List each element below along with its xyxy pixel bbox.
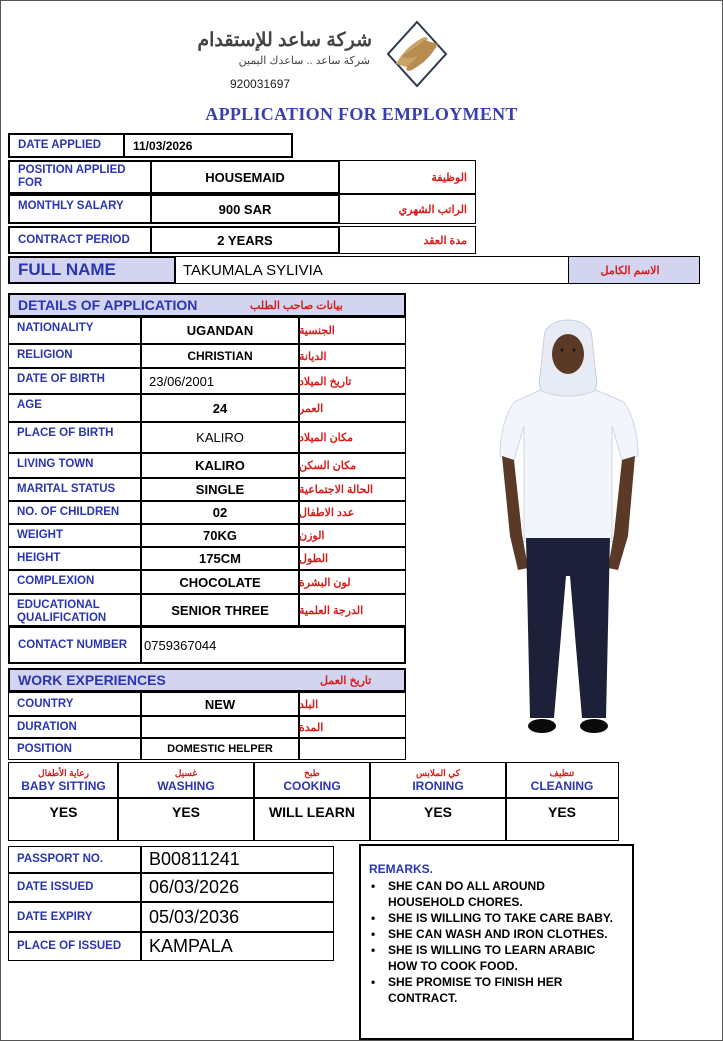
remark-item: • SHE IS WILLING TO LEARN ARABIC HOW TO COOK FOOD.	[369, 942, 624, 974]
work-country-value: NEW	[140, 692, 300, 716]
religion-arabic: الديانة	[298, 344, 406, 368]
date-of-birth-value: 23/06/2001	[140, 368, 300, 394]
skill-label-baby-sitting: BABY SITTING	[21, 779, 106, 793]
details-section-title: DETAILS OF APPLICATION	[18, 297, 198, 313]
complexion-value: CHOCOLATE	[140, 570, 300, 594]
skill-header-baby-sitting	[8, 762, 119, 799]
contract-period-arabic: مدة العقد	[338, 226, 476, 254]
educational-qualification-arabic: الدرجة العلمية	[298, 594, 406, 626]
date-applied-label: DATE APPLIED	[8, 133, 125, 158]
date-applied-value: 11/03/2026	[123, 133, 293, 158]
skill-label-washing: WASHING	[157, 779, 215, 793]
position-applied-arabic: الوظيفة	[338, 160, 476, 194]
full-name-value: TAKUMALA SYLIVIA	[174, 256, 570, 284]
monthly-salary-arabic: الراتب الشهري	[338, 194, 476, 224]
work-duration-label: DURATION	[8, 716, 142, 738]
remarks-list	[369, 878, 624, 1006]
contract-period-label: CONTRACT PERIOD	[8, 226, 152, 254]
full-name-label: FULL NAME	[8, 256, 176, 284]
helping-hands-logo	[386, 20, 448, 90]
skill-label-ironing: IRONING	[412, 779, 464, 793]
passport-no-value: B00811241	[140, 846, 334, 873]
living-town-label: LIVING TOWN	[8, 453, 142, 478]
skill-value-washing: YES	[117, 797, 255, 841]
company-tagline-arabic: شركة ساعد .. ساعدك اليمين	[238, 55, 370, 67]
position-applied-label: POSITION APPLIED FOR	[8, 160, 152, 194]
remark-item: • SHE IS WILLING TO TAKE CARE BABY.	[369, 910, 624, 926]
nationality-value: UGANDAN	[140, 317, 300, 344]
work-position-arabic	[298, 738, 406, 760]
monthly-salary-label: MONTHLY SALARY	[8, 194, 152, 224]
marital-status-value: SINGLE	[140, 478, 300, 501]
marital-status-arabic: الحالة الاجتماعية	[298, 478, 406, 501]
skill-arabic-washing: غسيل	[174, 768, 198, 778]
age-arabic: العمر	[298, 394, 406, 422]
details-section-header	[8, 293, 406, 317]
skill-label-cleaning: CLEANING	[530, 779, 594, 793]
remarks-title: REMARKS.	[369, 862, 434, 876]
place-of-birth-value: KALIRO	[140, 422, 300, 453]
remark-item: • SHE PROMISE TO FINISH HER CONTRACT.	[369, 974, 624, 1006]
nationality-label: NATIONALITY	[8, 317, 142, 344]
skill-header-washing	[117, 762, 255, 799]
nationality-arabic: الجنسية	[298, 317, 406, 344]
skill-header-cooking	[253, 762, 371, 799]
no-of-children-value: 02	[140, 501, 300, 524]
work-country-arabic: البلد	[298, 692, 406, 716]
work-section-title: WORK EXPERIENCES	[18, 672, 166, 688]
place-of-birth-label: PLACE OF BIRTH	[8, 422, 142, 453]
skill-header-cleaning	[505, 762, 619, 799]
details-section-title-arabic: بيانات صاحب الطلب	[250, 299, 343, 312]
marital-status-label: MARITAL STATUS	[8, 478, 142, 501]
passport-no-label: PASSPORT NO.	[8, 846, 142, 873]
no-of-children-label: NO. OF CHILDREN	[8, 501, 142, 524]
educational-qualification-label: EDUCATIONAL QUALIFICATION	[8, 594, 142, 626]
date-of-birth-arabic: تاريخ الميلاد	[298, 368, 406, 394]
position-applied-value: HOUSEMAID	[150, 160, 340, 194]
educational-qualification-value: SENIOR THREE	[140, 594, 300, 626]
date-issued-label: DATE ISSUED	[8, 873, 142, 902]
skill-arabic-cooking: طبخ	[304, 768, 320, 778]
work-duration-value	[140, 716, 300, 738]
living-town-arabic: مكان السكن	[298, 453, 406, 478]
age-value: 24	[140, 394, 300, 422]
skill-value-ironing: YES	[369, 797, 507, 841]
applicant-photo	[496, 306, 641, 744]
weight-value: 70KG	[140, 524, 300, 547]
work-duration-arabic: المدة	[298, 716, 406, 738]
complexion-label: COMPLEXION	[8, 570, 142, 594]
remarks-box	[359, 844, 634, 1040]
height-label: HEIGHT	[8, 547, 142, 570]
skill-arabic-ironing: كي الملابس	[415, 768, 461, 778]
work-section-title-arabic: تاريخ العمل	[320, 674, 372, 687]
height-arabic: الطول	[298, 547, 406, 570]
full-name-arabic: الاسم الكامل	[568, 256, 700, 284]
place-of-issued-label: PLACE OF ISSUED	[8, 932, 142, 961]
skill-value-cleaning: YES	[505, 797, 619, 841]
contract-period-value: 2 YEARS	[150, 226, 340, 254]
contact-number-value: 0759367044	[140, 626, 406, 664]
date-expiry-label: DATE EXPIRY	[8, 902, 142, 932]
religion-value: CHRISTIAN	[140, 344, 300, 368]
skill-label-cooking: COOKING	[283, 779, 341, 793]
work-section-header	[8, 668, 406, 692]
religion-label: RELIGION	[8, 344, 142, 368]
date-issued-value: 06/03/2026	[140, 873, 334, 902]
work-position-value: DOMESTIC HELPER	[140, 738, 300, 760]
weight-label: WEIGHT	[8, 524, 142, 547]
complexion-arabic: لون البشرة	[298, 570, 406, 594]
company-phone: 920031697	[230, 77, 291, 91]
skill-arabic-baby-sitting: رعاية الأطفال	[38, 768, 89, 778]
date-of-birth-label: DATE OF BIRTH	[8, 368, 142, 394]
age-label: AGE	[8, 394, 142, 422]
skill-value-cooking: WILL LEARN	[253, 797, 371, 841]
contact-number-label: CONTACT NUMBER	[8, 626, 142, 664]
company-name-arabic: شركة ساعد للإستقدام	[197, 30, 372, 51]
remark-item: • SHE CAN WASH AND IRON CLOTHES.	[369, 926, 624, 942]
monthly-salary-value: 900 SAR	[150, 194, 340, 224]
skill-header-ironing	[369, 762, 507, 799]
living-town-value: KALIRO	[140, 453, 300, 478]
skill-arabic-cleaning: تنظيف	[549, 768, 575, 778]
no-of-children-arabic: عدد الاطفال	[298, 501, 406, 524]
weight-arabic: الوزن	[298, 524, 406, 547]
place-of-birth-arabic: مكان الميلاد	[298, 422, 406, 453]
work-position-label: POSITION	[8, 738, 142, 760]
skill-value-baby-sitting: YES	[8, 797, 119, 841]
place-of-issued-value: KAMPALA	[140, 932, 334, 961]
remark-item: • SHE CAN DO ALL AROUND HOUSEHOLD CHORES.	[369, 878, 624, 910]
date-expiry-value: 05/03/2036	[140, 902, 334, 932]
page-title: APPLICATION FOR EMPLOYMENT	[205, 104, 518, 124]
height-value: 175CM	[140, 547, 300, 570]
work-country-label: COUNTRY	[8, 692, 142, 716]
